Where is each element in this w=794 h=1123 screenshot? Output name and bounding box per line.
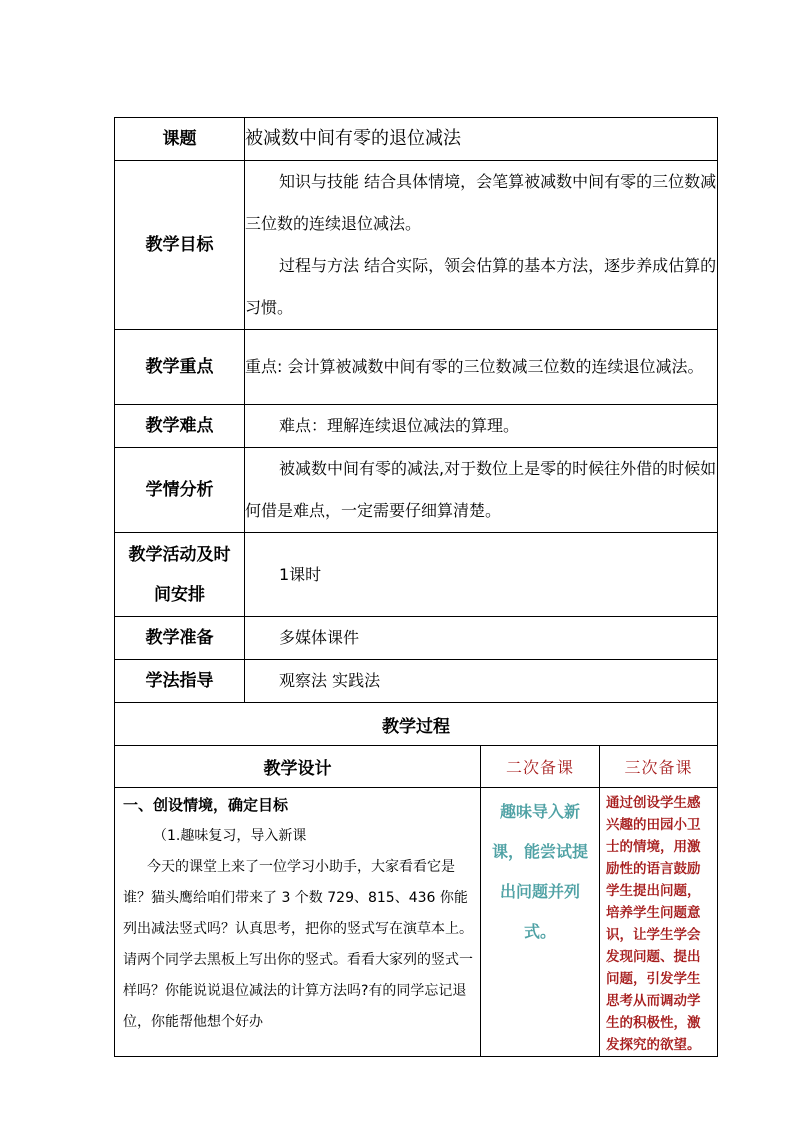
topic-value: 被减数中间有零的退位减法 <box>245 118 718 161</box>
process-title-row <box>115 703 718 746</box>
key-points-value: 重点: 会计算被减数中间有零的三位数减三位数的连续退位减法。 <box>245 330 718 405</box>
lesson-plan-table <box>114 117 718 1057</box>
preparation-row <box>115 617 718 660</box>
preparation-value: 多媒体课件 <box>245 617 718 660</box>
third-lesson-note: 通过创设学生感兴趣的田园小卫士的情境，用激励性的语言鼓励学生提出问题，培养学生问题意识，让学生学会发现问题、提出问题，引发学生思考从而调动学生的积极性，激发探究的欲望。 <box>600 788 718 1057</box>
schedule-label-line2: 间安排 <box>154 584 205 605</box>
method-row <box>115 660 718 703</box>
analysis-row <box>115 448 718 533</box>
analysis-label: 学情分析 <box>115 448 245 533</box>
goals-row <box>115 161 718 330</box>
key-points-label: 教学重点 <box>115 330 245 405</box>
topic-label: 课题 <box>115 118 245 161</box>
goals-label: 教学目标 <box>115 161 245 330</box>
difficulties-value: 难点：理解连续退位减法的算理。 <box>245 405 718 448</box>
design-heading: 一、创设情境，确定目标 <box>123 796 289 814</box>
difficulties-label: 教学难点 <box>115 405 245 448</box>
process-section-title: 教学过程 <box>115 703 718 746</box>
schedule-row <box>115 533 718 617</box>
difficulties-row <box>115 405 718 448</box>
goals-content <box>245 161 718 330</box>
analysis-value: 被减数中间有零的减法,对于数位上是零的时候往外借的时候如何借是难点，一定需要仔细算清楚。 <box>245 448 718 533</box>
process-header-row <box>115 746 718 788</box>
topic-row <box>115 118 718 161</box>
design-content <box>115 788 481 1057</box>
schedule-value: 1课时 <box>245 533 718 617</box>
design-subheading: （1.趣味复习，导入新课 <box>153 828 307 844</box>
col-second-header: 二次备课 <box>481 746 600 788</box>
goals-para-2: 过程与方法 结合实际，领会估算的基本方法，逐步养成估算的习惯。 <box>245 256 717 317</box>
schedule-label <box>115 533 245 617</box>
design-body: 今天的课堂上来了一位学习小助手，大家看看它是谁？猫头鹰给咱们带来了 3 个数 729、815、436 你能列出减法竖式吗？认真思考，把你的竖式写在演草本上。请两个同学去黑板上写出你的竖式。看看大家列的竖式一样吗？你能说说退位减法的计算方法吗?有的同学忘记退位，你能帮他想个好办 <box>123 859 473 1030</box>
schedule-label-line1: 教学活动及时 <box>128 544 231 565</box>
preparation-label: 教学准备 <box>115 617 245 660</box>
col-third-header: 三次备课 <box>600 746 718 788</box>
goals-para-1: 知识与技能 结合具体情境，会笔算被减数中间有零的三位数减三位数的连续退位减法。 <box>245 172 717 233</box>
method-value: 观察法 实践法 <box>245 660 718 703</box>
method-label: 学法指导 <box>115 660 245 703</box>
second-lesson-note: 趣味导入新课，能尝试提出问题并列式。 <box>481 788 600 1057</box>
key-points-row <box>115 330 718 405</box>
process-content-row <box>115 788 718 1057</box>
col-design-header: 教学设计 <box>115 746 481 788</box>
